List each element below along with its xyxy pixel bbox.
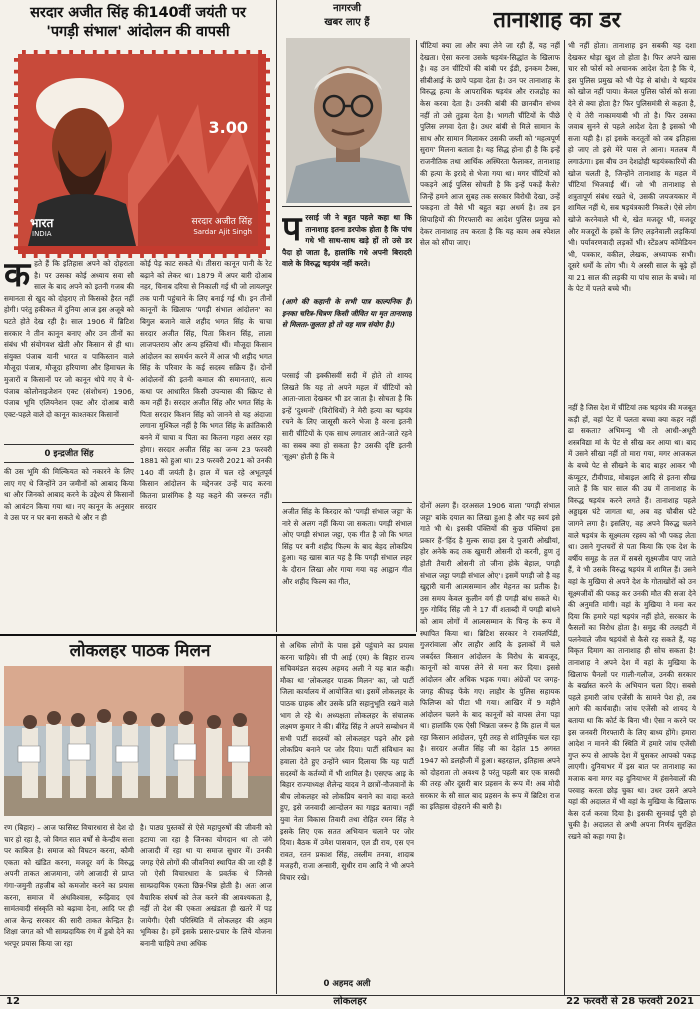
left-byline-rule-bottom — [4, 462, 134, 463]
left-col1-text: हते हैं कि इतिहास अपने को दोहराता है। पर उसका कोई अध्याय सवा सौ साल के बाद अपने को इतनी गजब की समानता से खुद को दोहराए तो किसको हैरत नहीं होगी। परंतु हकीकत में दुनिया आज इस अजूबे को घटते होते देख रही है। साल 1906 में ब्रिटिश सरकार ने तीन कानून बनाए और उन तीनों का संबंध भी संयोगवश खेती और किसान से ही था। संयुक्त पंजाब यानी भारत व पाकिस्तान वाले मौजूदा पंजाब, मौजूदा हरियाणा और हिमाचल के मुजारों व किसानों पर जो कानून थोपे गए वे थे-पंजाब कोलोनाइजेशन एक्ट (संशोधन) 1906, पंजाब भूमि एलियनेशन एक्ट और दोआब बारी एक्ट-पहले वाले दो कानून काश्तकार किसानों — [4, 259, 134, 419]
footer-date: 22 फरवरी से 28 फरवरी 2021 — [566, 996, 694, 1007]
left-byline: 0 इन्द्रजीत सिंह — [44, 449, 94, 459]
middle-col-d-text: दोनों अलग हैं। दरअसल 1906 वाला 'पगड़ी संभाल जट्टा' बांके दयाल का लिखा हुआ है और यह स्वयं इसे गाते भी थे। इसकी पंक्तियों की कुछ पंक्तियां इस प्रकार हैं-'हिंद है मुल्क सादा इस दे पुजारी ओखीयां, होर अनेके कद तक खुमारी ओसनी दो करनी, हुण तूं होती तैयारी ओसनी तो जीना होके बेहाल, पगड़ी संभाल जट्टा पगड़ी संभाल ओए'। इसमें पगड़ी जो है वह खुद्दारी यानी आत्मसम्मान और मेहनत का प्रतीक है। उस समय केवल कुलीन वर्ग ही पगड़ी बांध सकते थे। गुरु गोविंद सिंह जी ने 17 वीं शताब्दी में पगड़ी बांधने को आम लोगों में आत्मसम्मान के चिन्ह के रूप में स्थापित किया था। ब्रिटिश सरकार ने रावलपिंडी, गुजरांवाला और लाहौर आदि के इलाकों में चले जबर्दस्त किसान आंदोलन के विरोध के बावजूद, कानूनों को वापस लेने से मना कर दिया। इससे आंदोलन और अधिक भड़क गया। अंग्रेजों पर जगह-जगह कीचड़ फेंके गए। लाहौर के पुलिस सहायक फिलिप्स को पीटा भी गया। आखिर में 9 महीने आंदोलन चलने के बाद कानूनों को वापस लेना पड़ा था। हालांकि एक ऐसी भिन्नता जरूर है कि हाल में चल रहा किसान आंदोलन, पूरी तरह से शांतिपूर्वक चल रहा है। सरदार अजीत सिंह जी का देहांत 15 अगस्त 1947 को डलहौजी में हुआ। बहरहाल, इतिहास अपने को दोहराता तो अवश्य है परंतु पहली बार एक त्रासदी की तरह और दूसरी बार प्रहसन के रूप में! अब मोदी सरकार के सौ साल बाद प्रहसन के रूप में ब्रिटिश राज का इतिहास दोहराने की बारी है। — [420, 501, 560, 812]
divider-right — [564, 40, 565, 995]
reader-meet-byline: 0 अहमद अली — [323, 979, 371, 989]
author-photo — [286, 38, 410, 203]
middle-dropcap: प — [282, 212, 302, 249]
right-col-b — [568, 402, 696, 994]
reader-meet-title: लोकलहर पाठक मिलन — [69, 641, 211, 661]
right-col-a — [568, 40, 696, 400]
divider-mid — [416, 40, 417, 632]
section-label-line2: खबर लाए हैं — [324, 17, 370, 28]
reader-meet-caption-a-text: रण (बिहार) – आज फासिस्ट विचारधारा से देश दो चार हो रहा है, जो विगत सात वर्षों से केन्द्रीय सत्ता पर काबिज है। समाज को विघटन करना, कौमी एकता को खंडित करना, मजदूर वर्ग के विरुद्ध अपनी ताकत आजमाना, जंगे आजादी से प्राप्त गंगा-जमुनी तहजीब को कमजोर करने का प्रयास करना, समाज में अंधविश्वास, रूढ़िवाद एवं सामंतवादी संस्कृति को बढ़ावा देना, आदि पर ही आज केन्द्र सरकार की सारी ताकत केन्द्रित है। शिक्षा जगत को भी साम्प्रदायिक रंग में डुबो देने का भरपूर प्रयास किया जा रहा — [4, 823, 134, 948]
middle-intro-rule — [282, 206, 412, 207]
reader-meet-photo — [4, 666, 272, 816]
middle-section-label — [282, 2, 412, 30]
page-number: 12 — [6, 996, 20, 1007]
left-article-col1 — [4, 258, 134, 440]
footer-paper-name: लोकलहर — [333, 996, 367, 1007]
left-dropcap: क — [4, 258, 31, 295]
stamp-country-en: INDIA — [32, 230, 52, 238]
middle-col-divider — [282, 502, 412, 503]
right-article-title: तानाशाह का डर — [493, 8, 621, 33]
middle-note: (आगे की कहानी के सभी पात्र काल्पनिक हैं। इनका चरित्र-चित्रण किसी जीवित या मृत तानाशाह से मिलता-जुलता हो तो यह मात्र संयोग है।) — [282, 297, 412, 330]
reader-meet-caption-a — [4, 822, 134, 994]
reader-meet-caption-b — [140, 822, 272, 994]
left-byline-rule-top — [4, 444, 134, 445]
reader-meet-caption-b-text: है। पाठ्य पुस्तकों से ऐसे महापुरुषों की जीवनी को हटाया जा रहा है जिनका योगदान था तो जंगे आजादी में रहा था या समाज सुधार में। उनकी जगह ऐसे लोगों की जीवनियां स्थापित की जा रही हैं जो ऐसी विचारधारा के प्रवर्तक थे जिनसे साम्प्रदायिक एकता छिन्न-भिन्न होती है। अतः आज वैचारिक संघर्ष को तेज करने की आवश्यकता है, नहीं तो देश की एकता अखंडता ही खतरे में पड़ जायेगी। ऐसी परिस्थिति में लोकलहर की अहम भूमिका है। हमें इसके प्रसार-प्रचार के लिये योजना बनानी चाहिये तथा अधिक — [140, 823, 272, 948]
reader-meet-rule — [0, 634, 416, 636]
middle-col-b — [420, 40, 560, 498]
reader-meet-caption-c — [280, 640, 414, 978]
section-label-line1: नागरजी — [333, 3, 361, 14]
stamp-country: भारत — [30, 216, 54, 230]
left-title-line2: 'पगड़ी संभाल' आंदोलन की वापसी — [46, 24, 230, 40]
left-article-col2 — [140, 258, 272, 628]
divider-reader — [276, 636, 277, 994]
group-photo — [4, 666, 272, 816]
middle-col-a — [282, 370, 412, 498]
left-col1b-text: की उस भूमि की मिल्कियत को नकारने के लिए लाए गए थे जिन्होंने उन जमीनों को आबाद किया था और जिनको आबाद करने के उद्देश्य से किसानों को आवंटन किया गया था। नए कानून के अनुसार वे उस पर न घर बना सकते थे और न ही — [4, 467, 134, 523]
middle-col-d — [420, 500, 560, 994]
middle-col-b-text: चींटियां क्या ला और क्या लेने जा रही हैं, यह नहीं देखता। ऐसा करना उसके षड़यंत्र-सिद्धांत के खिलाफ है। वह उन चींटियों की बांबी पर ईडी, इनकम टैक्स, सीबीआई के छापे पड़वा देता है। उन पर तानाशाह के विरुद्ध हत्या के आपराधिक षड़यंत्र और राजद्रोह का केस करवा देता है। उनकी बांबी की छानबीन संभव नहीं तो उसे तुड़वा देता है। भागती चींटियों के पीछे पुलिस लगवा देता है। उधर बांबी से मिले सामान के साथ और सामान मिलाकर उसकी जब्ती को 'महत्वपूर्ण सुराग' मिलना बताता है। यह सिद्ध होना ही है कि इन्हें राजनीतिक तथा आर्थिक अस्थिरता फैलाकर, तानाशाह की हत्या के इरादे से भेजा गया था। मगर चींटियों को पकड़ने आई पुलिस सोचती है कि इन्हें पकड़ें कैसे? जिन्हें हमने आज सुबह तक सरकार विरोधी देखा, उन्हें पकड़ना तो वैसे भी बहुत बड़ा अधर्म है। तब इन सिपाहियों की गिरफ्तारी का आदेश पुलिस प्रमुख को देकर तानाशाह तय करता है कि यह काम अब स्पेशल सेल को सौंपा जाए। — [420, 41, 560, 248]
right-col-a-text: भी नहीं होता। तानाशाह इन सबकी यह दशा देखकर थोड़ा खुश तो होता है। फिर अपने खास चार सौ फोर्स को अचानक आदेश देता है कि ये, इस पुलिस प्रमुख को भी पेड़ से बांधो। ये षड़यंत्र को खोज नहीं पाया। केवल पुलिस फोर्स को सजा देने से क्या होता है? फिर पुलिसमंत्री से कहता है, ऐ ये तेरी नाकामयाबी भी तो है। फिर उसका जवाब सुनने से पहले आदेश देता है इसको भी सजा यही है। हां इसके करतूतों को जब इतिहास हो जाए तो इसे मेरे पास ले आना। मतलब मैं लगाऊंगा। इस बीच उन देशद्रोही षड़यंत्रकारियों की खोज चलती है, जिन्होंने तानाशाह के महल में चींटियां भिजवाईं थीं। जो भी तानाशाह से शत्रुतापूर्ण संबंध रखते थे, उसकी जयजयकार में शामिल नहीं थे, सब षड़यंत्रकारी निकले। ऐसे लोग खोजे करनेवाले भी थे, खेत मजदूर भी, मजदूर और मजदूरों के हकों के लिए लड़नेवाली लड़कियां भी। पर्यावरणवादी लड़कों भी। स्टेंडअप कॉमेडियन भी, पत्रकार, वकील, लेखक, अध्यापक सभी। दूसरे धर्मों के लोग भी। ये अस्सी साल के बूढ़े हों या 21 साल की लड़की या पांच साल के बच्चे। मां के पेट में पलते बच्चे भी। — [568, 41, 696, 294]
author-portrait — [286, 38, 410, 203]
middle-col-a-text: परसाई जी इक्कीसवीं सदी में होते तो शायद लिखते कि यह तो अपने महल में चींटियों को आता-जाता देखकर भी डर जाता है। सोचता है कि इन्हें 'दुश्मनों' (विरोधियों) ने मेरी हत्या का षड़यंत्र रचने के लिए जासूसी करने भेजा है वरना इतनी सारी चींटियों के एक साथ लगातार आते-जाते रहने का सबब क्या हो सकता है? उसकी दृष्टि इतनी 'सूक्ष्म' होती है कि वे — [282, 371, 412, 462]
divider-left — [276, 0, 277, 632]
left-col2-text: कोई पेड़ काट सकते थे। तीसरा कानून पानी के रेट बढ़ाने को लेकर था। 1879 में अपर बारी दोआब नहर, चिनाब दरिया से निकाली गई थी जो लायलपुर तक पानी पहुंचाने के लिए बनाई गई थी। इन तीनों कानूनों के खिलाफ 'पगड़ी संभाल आंदोलन' का बिगुल बजाने वाले शहीद भगत सिंह के चाचा सरदार अजीत सिंह, पिता किशन सिंह, लाला लाजपतराय और अन्य हस्तियां थीं। मौजूदा किसान आंदोलन का समर्थन करने में आज भी शहीद भगत सिंह के परिवार के कई सदस्य सक्रिय हैं। दोनों आंदोलनों की इतनी कमाल की समानताएं, सत्य कथा पर आधारित किसी उपन्यास की स्क्रिप्ट से कम नहीं हैं। सरदार अजीत सिंह और भगत सिंह के पिता सरदार किशन सिंह को जानने से यह अंदाजा लगाना मुश्किल नहीं है कि भगत सिंह के क्रांतिकारी बनने में चाचा व पिता का कितना गहरा असर रहा होगा। सरदार अजीत सिंह का जन्म 23 फरवरी 1881 को हुआ था। 23 फरवरी 2021 को उनकी 140 वीं जयंती है। हाल में चल रहे अभूतपूर्व किसान आंदोलन के मद्देनजर उन्हें याद करना कितना प्रासंगिक है यह कहने की जरूरत नहीं। सरदार — [140, 259, 272, 512]
stamp-image — [14, 50, 270, 258]
reader-meet-caption-c-text: से अधिक लोगों के पास इसे पहुंचाने का प्रयास करना चाहिये। सी पी आई (एम) के बिहार राज्य सचिवमंडल सदस्य अहमद अली ने यह बात कही। मौका था 'लोकलहर पाठक मिलन' का, जो पार्टी जिला कार्यालय में आयोजित था। इसमें लोकलहर के पाठक ग्राहक और उसके प्रति सहानुभूति रखने वाले भाग ले रहे थे। अध्यक्षता लोकलहर के संचालक लक्ष्मण कुमार ने की। बीरेंद्र सिंह ने अपने सम्बोधन में सभी पार्टी सदस्यों को लोकलहर पढ़ने और इसे लोकप्रिय बनाने पर जोर दिया। पार्टी संविधान का हवाला देते हुए उन्होंने ध्यान दिलाया कि यह पार्टी सदस्यों के कर्तव्यों में भी शामिल है। एसएफ आइ के बिहार राज्याध्यक्ष शैलेन्द्र यादव ने छात्रों-नौजवानों के बीच लोकलहर को लोकप्रिय बनाने का वादा करते हुए, इसे जनवादी आन्दोलन का गाइड बताया। नहीं युवा नेता विकास तिवारी तथा रोहित रमन सिंह ने इसके लिए एक सतत अभियान चलाने पर जोर दिया। बैठक में उमेश पासवान, एल डी राय, एस एन रावत, रतन प्रकाश सिंह, तस्लीम तनवा, शादाब मजहरी, राजा अन्सारी, सुधीर राम आदि ने भी अपने विचार रखे। — [280, 641, 414, 882]
left-article-title — [4, 4, 272, 44]
middle-col-c-text: अजीत सिंह के किरदार को 'पगड़ी संभाल जट्टा' के नारे से अलग नहीं किया जा सकता। पगड़ी संभाल ओए पगड़ी संभाल जट्टा, एक गीत है जो कि भगत सिंह पर बनी शहीद फिल्म के बाद बेहद लोकप्रिय हुआ। यह खास बात यह है कि पगड़ी संभाल लहर के दौरान लिखा और गाया गया यह आह्वान गीत और शहीद फिल्म का गीत, — [282, 507, 412, 586]
left-title-line1: सरदार अजीत सिंह की140वीं जयंती पर — [30, 5, 246, 21]
stamp-value: 3.00 — [208, 118, 248, 137]
stamp-caption: सरदार अजीत सिंह — [191, 217, 252, 227]
middle-intro-text: रसाई जी ने बहुत पहले कहा था कि तानाशाह इतना डरपोक होता है कि पांच गधे भी साथ-साथ खड़े हों तो उसे डर पैदा हो जाता है, हालांकि गधे अपनी बिरादरी वाले के विरुद्ध षड़यंत्र नहीं करते। — [282, 213, 412, 269]
stamp-caption-en: Sardar Ajit Singh — [193, 228, 252, 236]
right-col-b-text: नहीं है जिस देश में चींटियां तक षड़यंत्र की मजबूत कड़ी हों, वहां पेट में पलता बच्चा क्या कहर नहीं ढा सकता? अभिमन्यु भी तो आधी-अधूरी शस्त्रविद्या मां के पेट से सीख कर आया था। बाद में उसने सीखा नहीं तो मारा गया, मगर आजकल के बच्चे पेट से सीखने के बाद बाहर आकर भी कंप्यूटर, टीवीपाड, मोबाइल आदि से इतना सीख जाते हैं कि चार साल की उम्र में तानाशाह के विरुद्ध षड़यंत्र करने लगते हैं। तानाशाह पहले अड्डाइस घंटे जागता था, अब वह चौबीस घंटे जागने लगा है। इसलिए, वह अपने विरुद्ध चलने वाले षड़यंत्र के सूक्ष्मतम रहस्य को भी पकड़ लेता था। उसने गुप्तचरों से पता किया कि एक देश के वर्षीय समूह के तल में सबसे सूक्ष्मजीव पाए जाते हैं, वे भी उसके विरुद्ध षड़यंत्र में शामिल हैं। उसने वहां के मुखिया से अपने देश के गोताखोरों को उन सूक्ष्मजीवों की पकड़ कर उनकी मौत की सजा देने की अनुमति मांगी। वहां के मुखिया ने मना कर दिया कि हमारे यहां षड़यंत्र नहीं होते, सरकार के फैसलों का विरोध होता है। समुद्र की तलहटी में पलनेवाले जीव षड़यंत्रों से कैसे रह सकते हैं, यह विकृत दिमाग का तानाशाह ही सोच सकता है! तानाशाह ने अपने देश में वहां के मुखिया के खिलाफ चैनलों पर गाली-गलौज, उनकी सरकार के बर्खास्त करने के अभियान चला दिए। सबसे पहले हमारी जांच एजेंसी के सामने पेश हो, तब आगे की कार्यवाही। जांच एजेंसी को शायद ये बताया था कि कोर्ट के बिना भी। ऐसा न करने पर इस जनवरी गिरफ्तारी के लिए बाध्य होंगे। हमारा आदेश न मानने की स्थिति में हमारे जांच एजेंसी गुप्त रूप से आपके देश में घुसकर आपको पकड़ लाएगी। दुनियाभर में इस बात पर तानाशाह का मजाक बना मगर वह दुनियाभर में हंसनेवालों की परवाह करता छोड़ चुका था। उधर उसने अपने यहां की अदालत में भी वहां के मुखिया के खिलाफ केस दर्ज करवा दिया है। इसकी सुनवाई पूरी हो चुकी है। अदालत से अभी अपना निर्णय सुरक्षित रखने को कहा गया है। — [568, 403, 696, 841]
middle-intro — [282, 212, 412, 292]
left-article-col1b — [4, 466, 134, 628]
middle-col-c — [282, 506, 412, 628]
